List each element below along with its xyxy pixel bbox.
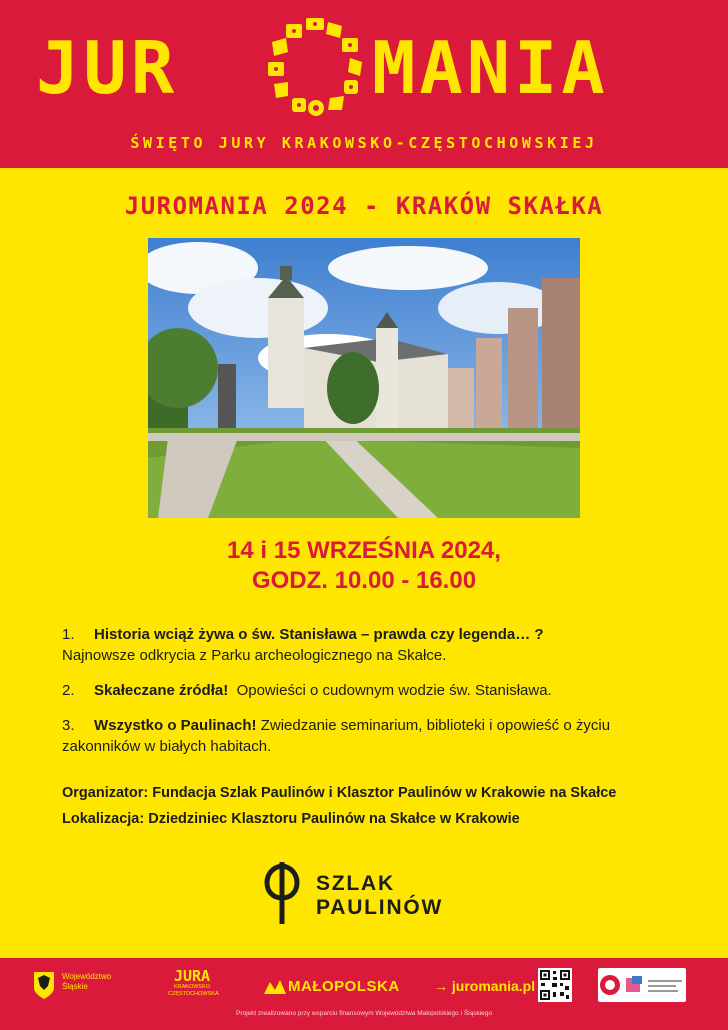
location-line: Lokalizacja: Dziedziniec Klasztoru Paulinów na Skałce w Krakowie (62, 811, 520, 827)
program-item (62, 715, 682, 757)
church-courtyard-photo (148, 238, 580, 518)
footer-banner (0, 958, 728, 1030)
item-description: Opowieści o cudownym wodzie św. Stanisława. (236, 682, 552, 699)
paulinow-emblem-icon (258, 858, 308, 928)
item-title: Wszystko o Paulinach! (94, 717, 257, 734)
slaskie-line-2: Śląskie (62, 982, 88, 991)
item-description: Zwiedzanie seminarium, biblioteki i opowieść o życiu zakonników w białych habitach. (62, 717, 611, 755)
item-number: 1. (62, 626, 75, 643)
item-description: Najnowsze odkrycia z Parku archeologicznego na Skałce. (62, 647, 447, 664)
jura-small-1: KRAKOWSKO (173, 984, 211, 990)
mountains-icon (264, 978, 286, 994)
event-title: JUROMANIA 2024 - KRAKÓW SKAŁKA (124, 192, 604, 220)
partner-logos (598, 968, 686, 1002)
eagle-crest-icon (32, 970, 56, 1000)
brand-text-left: JUR (36, 26, 179, 110)
slaskie-line-1: Województwo (62, 972, 112, 981)
event-date (0, 536, 728, 596)
logo-line-1: SZLAK (316, 872, 395, 895)
organizer-info (62, 780, 702, 832)
jura-logo (168, 967, 219, 998)
item-number: 3. (62, 717, 75, 734)
partner-logos-icon (598, 968, 686, 1002)
website-link[interactable]: → juromania.pl (434, 978, 536, 994)
program-item (62, 680, 682, 701)
header-banner (0, 0, 728, 168)
qr-code-icon[interactable] (538, 968, 572, 1002)
date-line: 14 i 15 WRZEŚNIA 2024, (227, 537, 501, 564)
program-item (62, 624, 682, 666)
item-title: Historia wciąż żywa o św. Stanisława – prawda czy legenda… ? (94, 626, 544, 643)
crown-ring-icon (262, 14, 368, 120)
szlak-paulinow-logo (258, 858, 498, 928)
item-title: Skałeczane źródła! (94, 682, 229, 699)
logo-line-2: PAULINÓW (316, 896, 444, 919)
organizer-line: Organizator: Fundacja Szlak Paulinów i Klasztor Paulinów w Krakowie na Skałce (62, 785, 617, 801)
subtitle: ŚWIĘTO JURY KRAKOWSKO-CZĘSTOCHOWSKIEJ (130, 134, 598, 152)
program-list (62, 624, 682, 771)
footer-note: Projekt zrealizowano przy wsparciu finansowym Województwa Małopolskiego i Śląskiego (235, 1010, 493, 1017)
malopolska-logo: MAŁOPOLSKA (288, 978, 400, 995)
time-line: GODZ. 10.00 - 16.00 (251, 567, 477, 594)
slaskie-text (62, 972, 111, 992)
item-number: 2. (62, 682, 75, 699)
brand-text-right: MANIA (372, 26, 609, 110)
jura-small-2: CZĘSTOCHOWSKA (168, 991, 219, 997)
jura-big: JURA (173, 967, 211, 985)
